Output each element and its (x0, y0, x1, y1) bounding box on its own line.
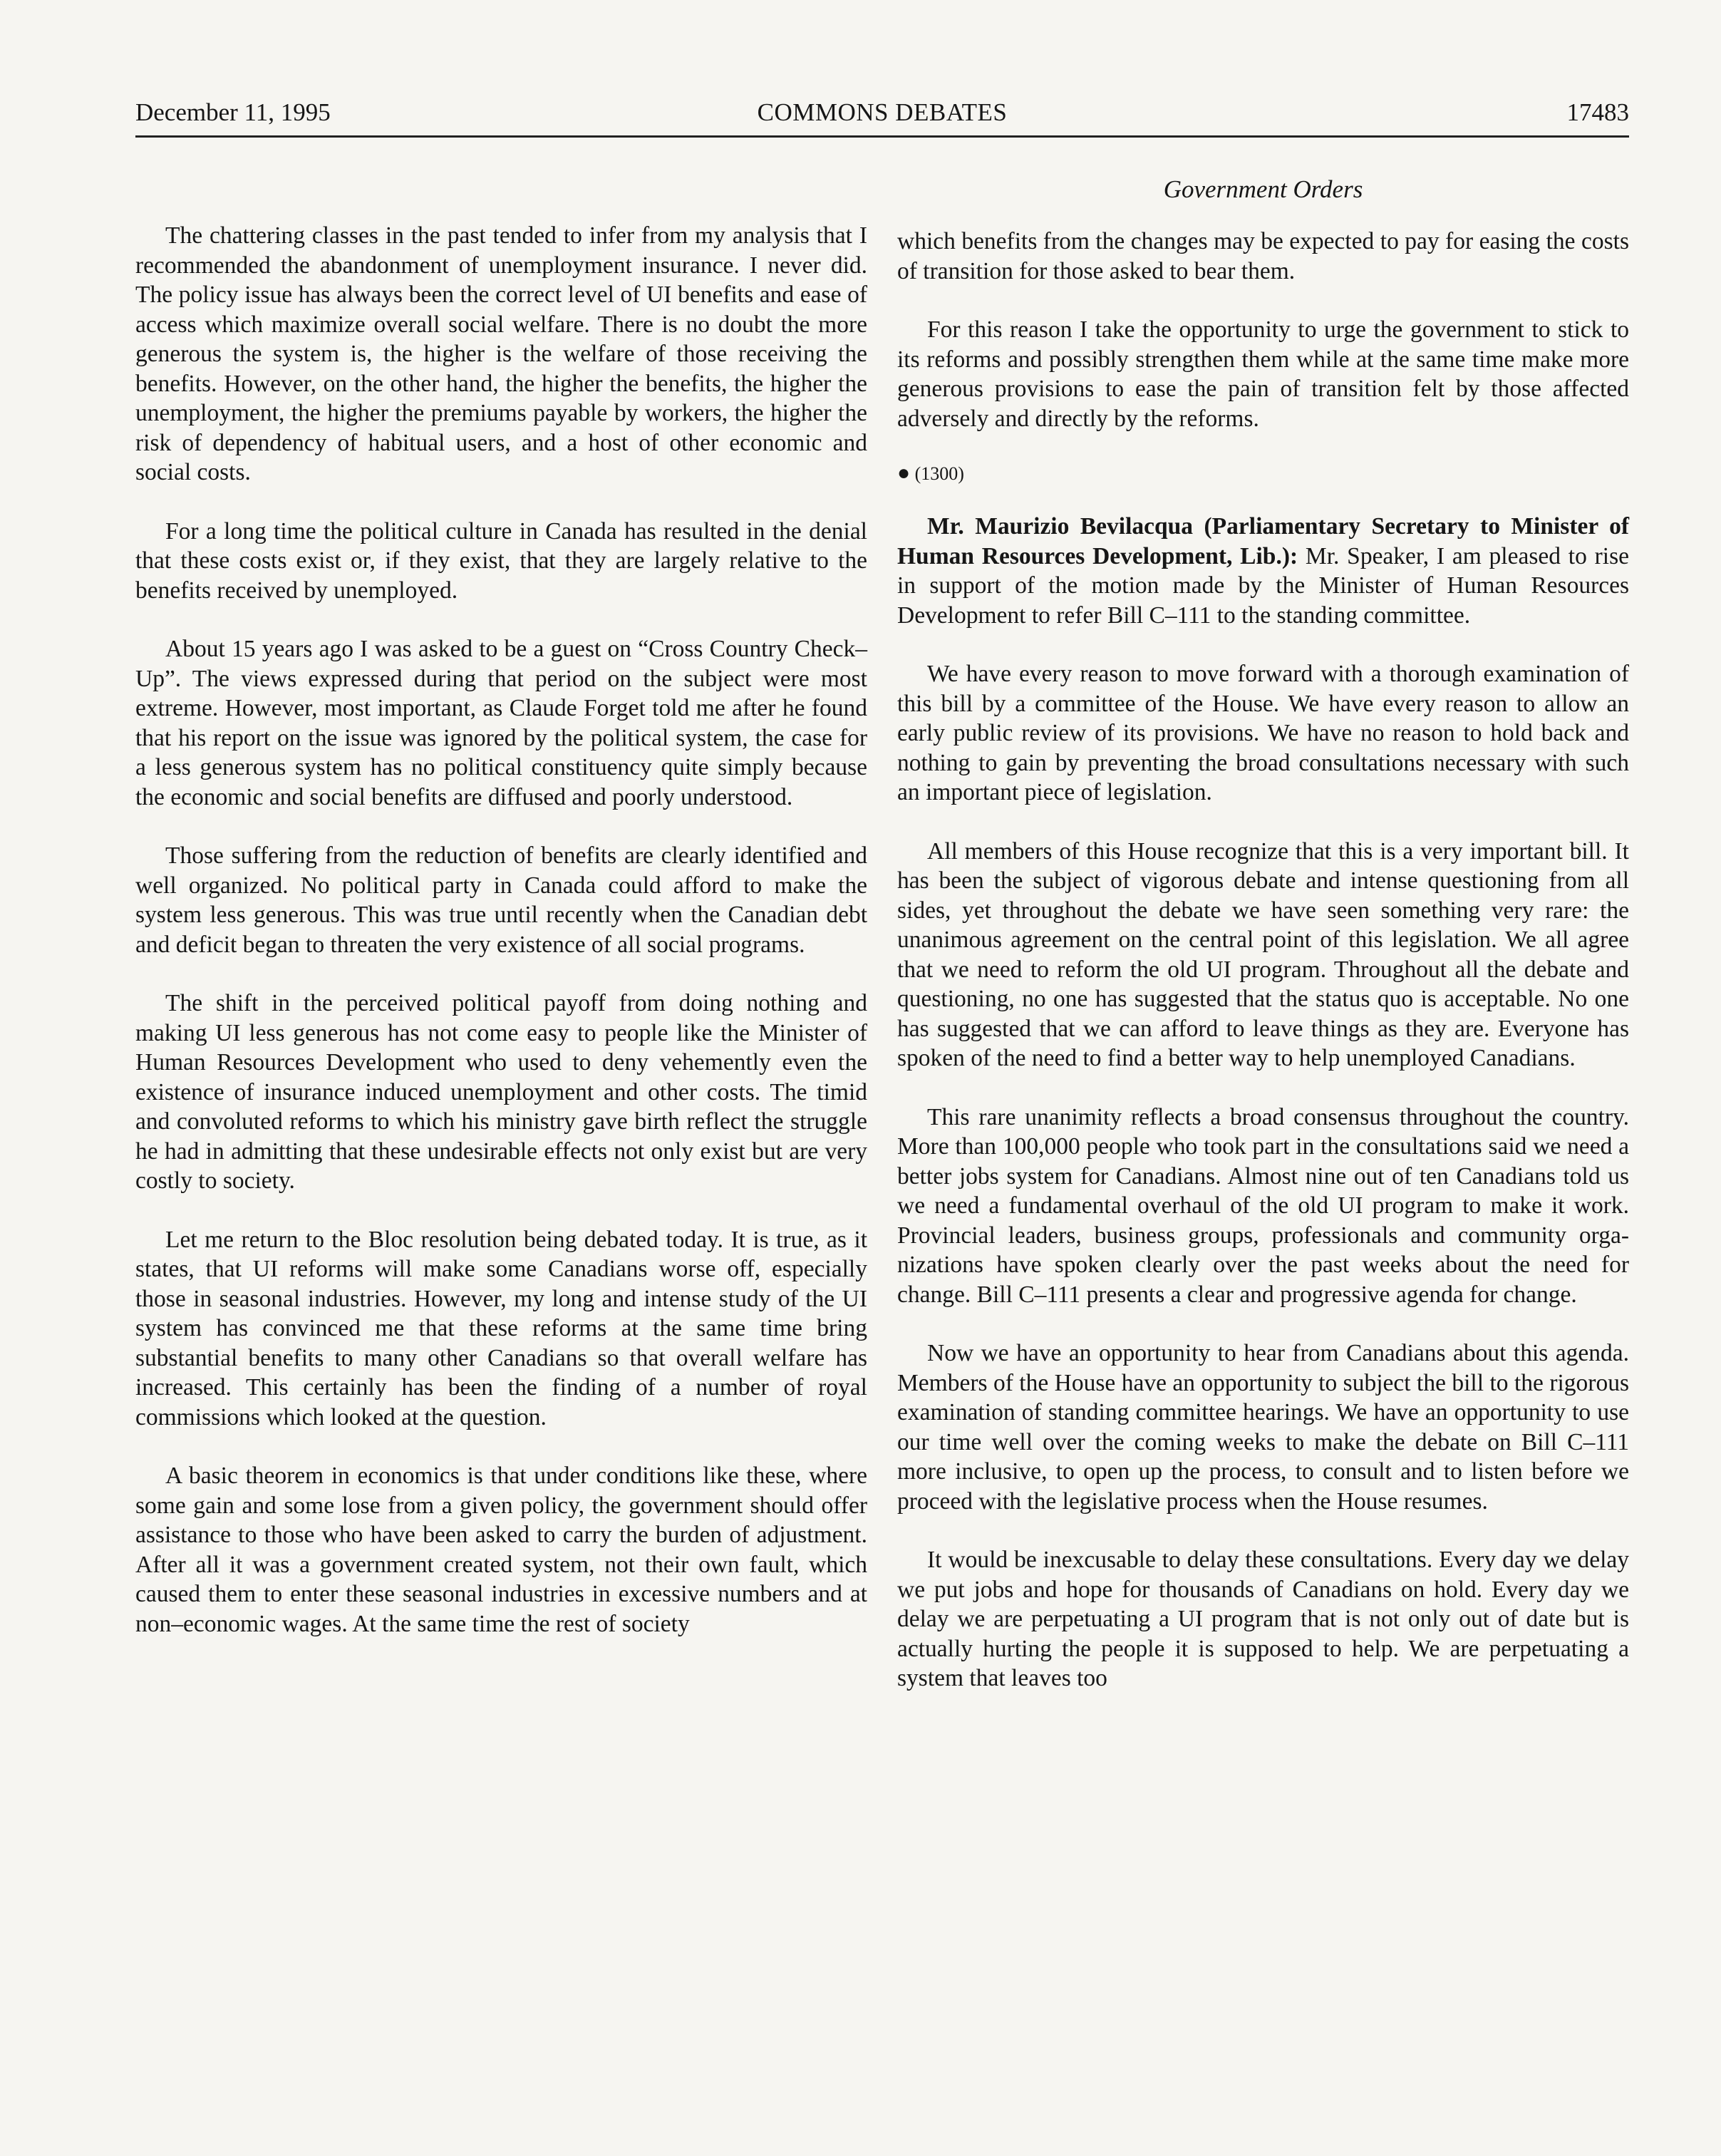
left-column (135, 221, 867, 1668)
time-marker-text: (1300) (914, 463, 964, 484)
paragraph: We have every reason to move forward with a thorough examination of this bill by a committee of the House. We have every reason to allow an early public review of its provisions. We have no reason to hold back and nothing to gain by preventing the broad consultations necessary with such an important piece of legislation. (897, 661, 1629, 805)
paragraph: The shift in the perceived political payoff from doing nothing and making UI less generous has not come easy to people like the Minister of Human Resources Development who used to deny vehemently even the existence of insurance induced unemployment and other costs. The timid and convoluted reforms to which his ministry gave birth reflect the struggle he had in admitting that these undesirable effects not only exist but are very costly to society. (135, 990, 867, 1194)
paragraph: About 15 years ago I was asked to be a guest on “Cross Country Check–Up”. The views expressed during that period on the subject were most extreme. However, most important, as Claude Forget told me after he found that his report on the issue was ignored by the political system, the case for a less generous system has no political constituency quite simply because the economic and social benefits are diffused and poorly understood. (135, 636, 867, 810)
paragraph: For this reason I take the opportunity to urge the government to stick to its reforms and possibly strengthen them while at the same time make more generous provisions to ease the pain of transition felt by those affected adversely and directly by the reforms. (897, 316, 1629, 432)
paragraph: For a long time the political culture in Canada has resulted in the denial that these costs exist or, if they exist, that they are largely relative to the benefits received by unemployed. (135, 517, 867, 604)
paragraph: Let me return to the Bloc resolution being debated today. It is true, as it states, that UI reforms will make some Canadians worse off, especially those in seasonal industries. However, my long and intense study of the UI system has convinced me that these reforms at the same time bring substantial benefits to many other Canadians so that overall welfare has increased. This certainly has been the finding of a number of royal commissions which looked at the question. (135, 1226, 867, 1430)
continuation-paragraph: which benefits from the changes may be expected to pay for easing the costs of transition for those asked to bear them. (897, 228, 1629, 284)
speaker-name: Mr. Maurizio Bevilacqua (Parliamentary Secretary to Minister of Human Resources Development, Lib.): (897, 513, 1629, 569)
header-date: December 11, 1995 (135, 98, 331, 126)
speaker-paragraph (897, 512, 1629, 630)
paragraph: All members of this House recognize that this is a very important bill. It has been the subject of vigorous debate and intense questioning from all sides, yet throughout the debate we have seen something very rare: the unanimous agreement on the central point of this legislation. We all agree that we need to reform the old UI program. Throughout all the debate and questioning, no one has suggested that the status quo is acceptable. No one has suggested that we can afford to leave things as they are. Everyone has spoken of the need to find a better way to help unemployed Canadians. (897, 837, 1629, 1071)
speaker-text: Mr. Speaker, I am pleased to rise in support of the motion made by the Minister of Human Resources Development to refer Bill C–111 to the standing committee. (897, 542, 1629, 629)
paragraph: Now we have an opportunity to hear from Canadians about this agenda. Members of the House have an opportunity to subject the bill to the rigorous examination of standing committee hearings. We have an opportunity to use our time well over the coming weeks to make the debate on Bill C–111 more inclusive, to open up the process, to consult and to listen before we proceed with the legislative process when the House resumes. (897, 1340, 1629, 1515)
paragraph: The chattering classes in the past tended to infer from my analysis that I recommended the abandonment of unemployment insurance. I never did. The policy issue has always been the correct level of UI benefits and ease of access which maximize overall social welfare. There is no doubt the more generous the system is, the higher is the welfare of those receiving the benefits. However, on the other hand, the higher the benefits, the higher the unemployment, the higher the premiums payable by workers, the higher the risk of dependency of habitual users, and a host of other economic and social costs. (135, 222, 867, 485)
header-publication-title: COMMONS DEBATES (757, 98, 1008, 126)
bullet-icon: ● (897, 461, 911, 485)
time-marker (897, 463, 1629, 485)
right-column (897, 227, 1629, 1723)
header-page-number: 17483 (1566, 98, 1629, 126)
section-label: Government Orders (1163, 175, 1363, 203)
paragraph: Those suffering from the reduction of benefits are clearly identified and well organized. No political party in Canada could afford to make the system less generous. This was true until recently when the Canadian debt and deficit began to threaten the very existence of all social programs. (135, 842, 867, 958)
page-header (135, 98, 1629, 134)
paragraph: A basic theorem in economics is that under conditions like these, where some gain and some lose from a given policy, the government should offer assistance to those who have been asked to carry the burden of adjustment. After all it was a government created system, not their own fault, which caused them to enter these seasonal industries in excessive numbers and at non–economic wages. At the same time the rest of society (135, 1463, 867, 1637)
header-rule (135, 135, 1629, 138)
paragraph: This rare unanimity reflects a broad consensus throughout the country. More than 100,000 people who took part in the consultations said we need a better jobs system for Canadians. Almost nine out of ten Canadians told us we need a fundamental overhaul of the old UI program to make it work. Provincial leaders, business groups, professionals and community organizations have spoken clearly over the past weeks about the need for change. Bill C–111 presents a clear and progressive agenda for change. (897, 1103, 1629, 1308)
paragraph: It would be inexcusable to delay these consultations. Every day we delay we put jobs and hope for thousands of Canadians on hold. Every day we delay we are perpetuating a UI program that is not only out of date but is actually hurting the people it is supposed to help. We are perpetuating a system that leaves too (897, 1547, 1629, 1691)
